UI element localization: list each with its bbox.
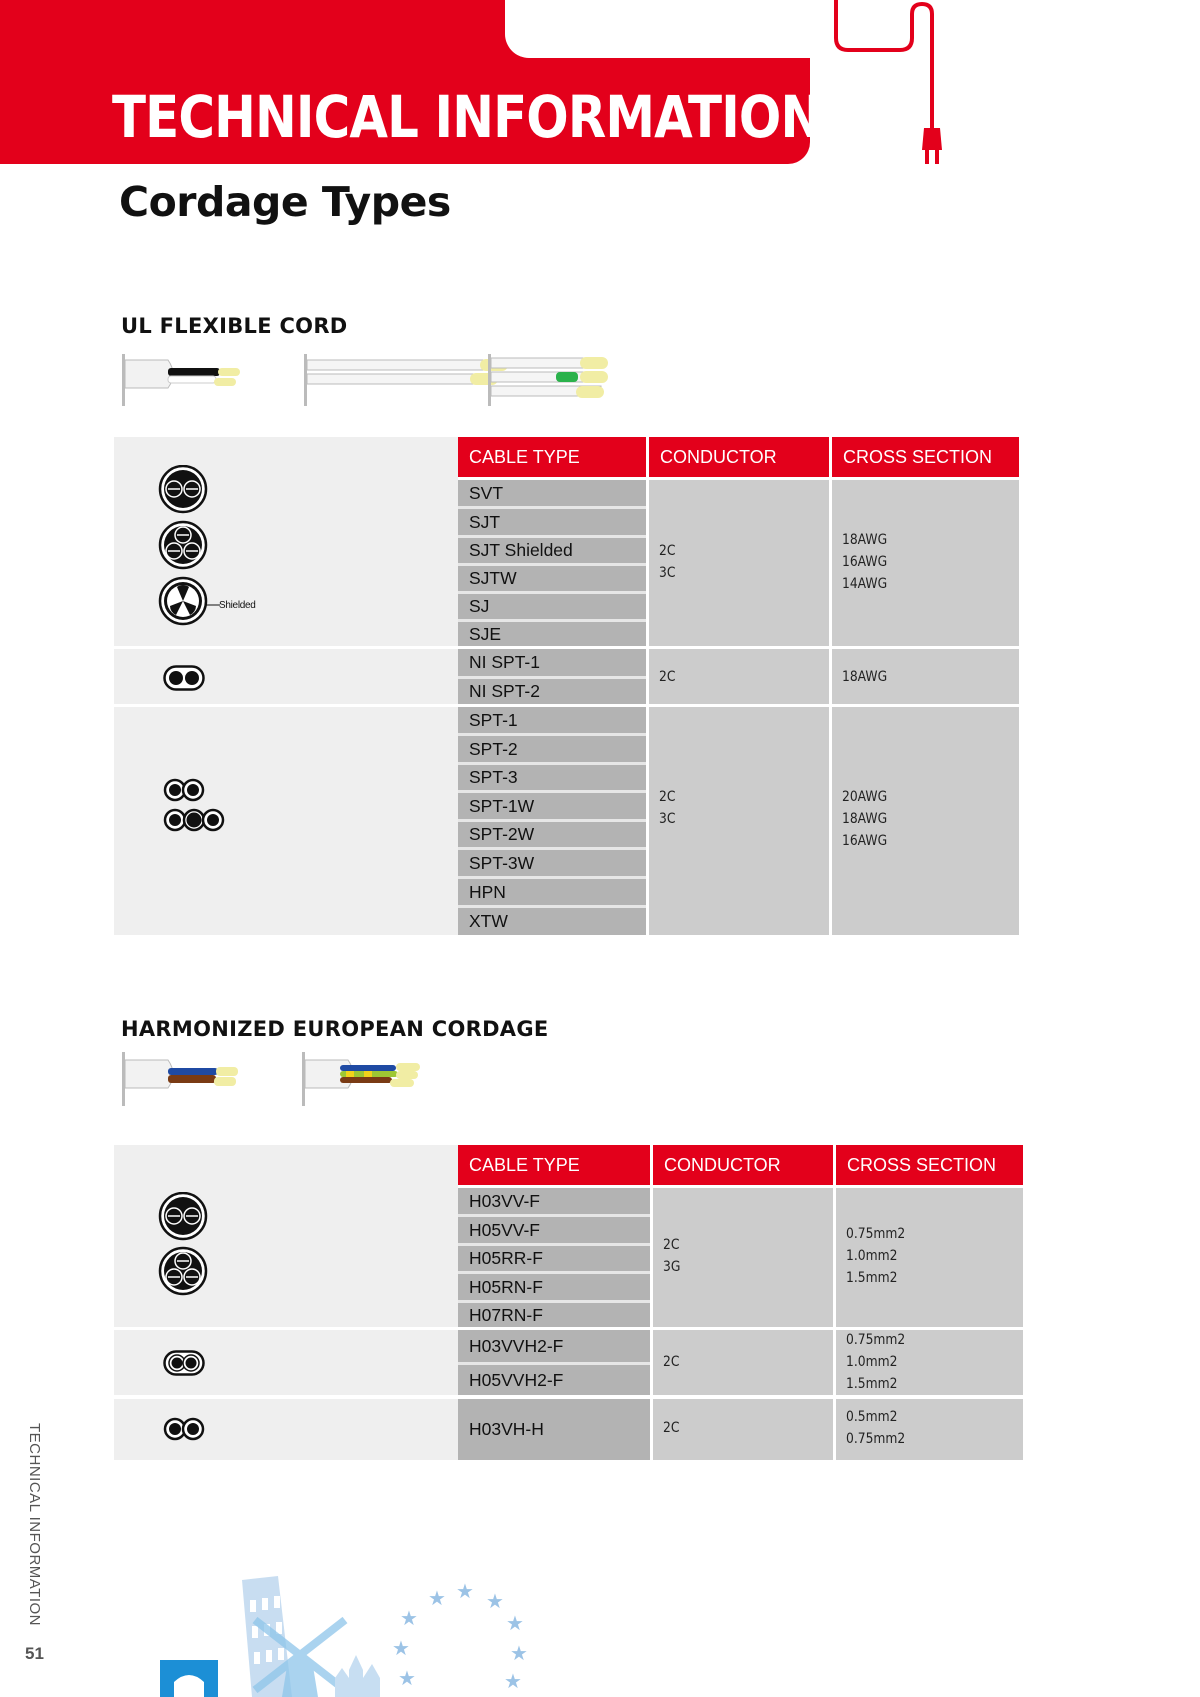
ul-type-sj: SJ bbox=[458, 591, 646, 619]
two-core-round-icon bbox=[158, 465, 208, 515]
ul-group1-conductor-cell bbox=[649, 480, 829, 646]
cross-section-value: 20AWG bbox=[842, 789, 888, 805]
conductor-value: 3C bbox=[659, 565, 676, 581]
ul-header-cross-section: CROSS SECTION bbox=[832, 437, 1019, 477]
eu-section-title: HARMONIZED EUROPEAN CORDAGE bbox=[121, 1017, 549, 1041]
eu-type-h03vvh2-f: H03VVH2-F bbox=[458, 1330, 650, 1362]
cross-section-value: 1.0mm2 bbox=[846, 1354, 898, 1370]
shielded-label: Shielded bbox=[219, 600, 256, 611]
flat-two-cord-image bbox=[304, 354, 508, 406]
ul-group3-cross-section bbox=[842, 786, 887, 852]
cross-section-value: 18AWG bbox=[842, 811, 888, 827]
conductor-value: 2C bbox=[659, 543, 676, 559]
three-core-round-icon bbox=[158, 1246, 208, 1296]
flat-two-core-icon bbox=[163, 778, 205, 802]
cross-section-value: 14AWG bbox=[842, 576, 888, 592]
conductor-value: 2C bbox=[659, 789, 676, 805]
ul-section-title: UL FLEXIBLE CORD bbox=[121, 314, 348, 338]
svg-text:★: ★ bbox=[400, 1606, 418, 1630]
ul-type-hpn: HPN bbox=[458, 876, 646, 905]
header-notch bbox=[505, 0, 825, 58]
cross-section-value: 1.5mm2 bbox=[846, 1270, 898, 1286]
page-number: 51 bbox=[25, 1644, 44, 1663]
cross-section-value: 1.5mm2 bbox=[846, 1376, 898, 1392]
svg-text:★: ★ bbox=[392, 1636, 410, 1660]
svg-text:★: ★ bbox=[428, 1586, 446, 1610]
eu-type-h07rn-f: H07RN-F bbox=[458, 1300, 650, 1327]
eu-group1-conductor bbox=[663, 1234, 680, 1278]
side-label: TECHNICAL INFORMATION bbox=[26, 1423, 43, 1627]
eu-header-conductor: CONDUCTOR bbox=[653, 1145, 833, 1185]
svg-text:★: ★ bbox=[506, 1611, 524, 1635]
svg-text:★: ★ bbox=[510, 1641, 528, 1665]
ul-type-ni-spt-2: NI SPT-2 bbox=[458, 676, 646, 704]
flat-two-core-icon bbox=[163, 1417, 205, 1441]
cross-section-value: 18AWG bbox=[842, 669, 888, 685]
ul-type-sje: SJE bbox=[458, 619, 646, 646]
cross-section-value: 16AWG bbox=[842, 554, 888, 570]
conductor-value: 2C bbox=[663, 1354, 680, 1370]
ul-type-spt-3w: SPT-3W bbox=[458, 847, 646, 876]
eu-type-h05rr-f: H05RR-F bbox=[458, 1243, 650, 1271]
ul-group3-conductor bbox=[659, 786, 675, 830]
ul-cord-samples bbox=[120, 350, 620, 410]
power-plug-icon bbox=[830, 0, 970, 170]
ul-group3-conductor-cell bbox=[649, 707, 829, 935]
shield-leader-line bbox=[206, 603, 220, 607]
three-core-round-icon bbox=[158, 520, 208, 570]
eu-group2-cross-section bbox=[846, 1329, 905, 1395]
page-title: Cordage Types bbox=[119, 178, 451, 226]
svg-text:★: ★ bbox=[504, 1669, 522, 1693]
ul-type-spt-3: SPT-3 bbox=[458, 762, 646, 790]
ul-group2-conductor bbox=[659, 666, 675, 688]
eu-type-h05vvh2-f: H05VVH2-F bbox=[458, 1362, 650, 1395]
ul-type-spt-2: SPT-2 bbox=[458, 733, 646, 762]
svg-text:★: ★ bbox=[456, 1579, 474, 1603]
ul-header-cable-type: CABLE TYPE bbox=[458, 437, 646, 477]
ul-type-sjt: SJT bbox=[458, 506, 646, 535]
cross-section-value: 16AWG bbox=[842, 833, 888, 849]
cross-section-value: 0.75mm2 bbox=[846, 1431, 906, 1447]
svg-text:★: ★ bbox=[486, 1589, 504, 1613]
eu-group1-cross-section bbox=[846, 1223, 905, 1289]
flat-two-core-icon bbox=[163, 665, 205, 691]
round-cord-image bbox=[122, 354, 240, 406]
conductor-value: 3C bbox=[659, 811, 676, 827]
svg-text:★: ★ bbox=[398, 1666, 416, 1690]
ul-type-xtw: XTW bbox=[458, 905, 646, 935]
conductor-value: 2C bbox=[663, 1420, 680, 1436]
european-landmarks-icon bbox=[160, 1560, 560, 1697]
cross-section-value: 1.0mm2 bbox=[846, 1248, 898, 1264]
cross-section-value: 0.75mm2 bbox=[846, 1226, 906, 1242]
eu-group3-conductor bbox=[663, 1417, 679, 1439]
conductor-value: 2C bbox=[663, 1237, 680, 1253]
cross-section-value: 0.75mm2 bbox=[846, 1332, 906, 1348]
ul-type-ni-spt-1: NI SPT-1 bbox=[458, 649, 646, 676]
eu-type-h05vv-f: H05VV-F bbox=[458, 1214, 650, 1243]
conductor-value: 2C bbox=[659, 669, 676, 685]
ul-group1-cross-section bbox=[842, 529, 887, 595]
ul-group2-conductor-cell bbox=[649, 649, 829, 704]
eu-two-core-cord-image bbox=[122, 1052, 238, 1106]
ul-type-spt-1w: SPT-1W bbox=[458, 790, 646, 819]
flat-oval-two-core-icon bbox=[163, 1350, 205, 1376]
cross-section-value: 18AWG bbox=[842, 532, 888, 548]
eu-three-core-cord-image bbox=[302, 1052, 420, 1106]
eu-cord-samples bbox=[120, 1050, 440, 1110]
shielded-cable-icon bbox=[158, 576, 208, 626]
ul-group2-cross-section bbox=[842, 666, 887, 688]
ul-type-sjtw: SJTW bbox=[458, 563, 646, 591]
eu-group3-conductor-cell bbox=[653, 1399, 833, 1460]
flat-three-core-icon bbox=[163, 808, 225, 832]
eu-header-cable-type: CABLE TYPE bbox=[458, 1145, 650, 1185]
flat-three-cord-image bbox=[488, 354, 608, 406]
eu-type-h03vv-f: H03VV-F bbox=[458, 1188, 650, 1214]
eu-group2-conductor-cell bbox=[653, 1330, 833, 1395]
eu-type-h05rn-f: H05RN-F bbox=[458, 1271, 650, 1300]
cross-section-value: 0.5mm2 bbox=[846, 1409, 898, 1425]
ul-header-conductor: CONDUCTOR bbox=[649, 437, 829, 477]
ul-type-spt-2w: SPT-2W bbox=[458, 819, 646, 847]
header-title: TECHNICAL INFORMATION bbox=[112, 83, 822, 151]
ul-type-svt: SVT bbox=[458, 480, 646, 506]
ul-type-sjt-shielded: SJT Shielded bbox=[458, 535, 646, 563]
ul-group1-conductor bbox=[659, 540, 675, 584]
two-core-round-icon bbox=[158, 1192, 208, 1242]
eu-group2-conductor bbox=[663, 1351, 679, 1373]
eu-header-cross-section: CROSS SECTION bbox=[836, 1145, 1023, 1185]
ul-type-spt-1: SPT-1 bbox=[458, 707, 646, 733]
eu-type-h03vh-h: H03VH-H bbox=[458, 1399, 650, 1460]
eu-group3-cross-section bbox=[846, 1406, 905, 1450]
conductor-value: 3G bbox=[663, 1259, 681, 1275]
